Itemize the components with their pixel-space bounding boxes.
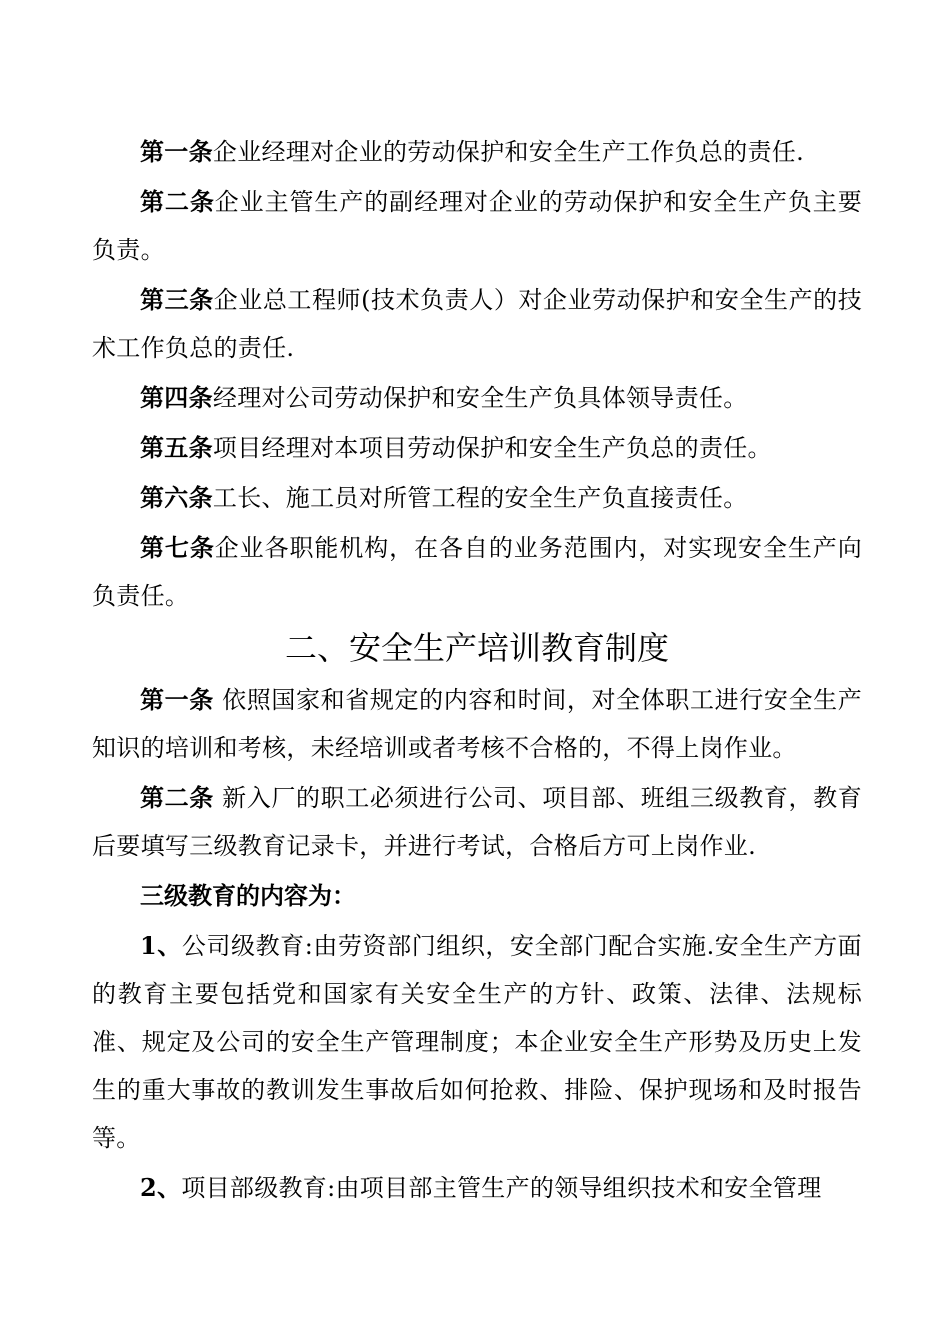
article-number: 第六条	[140, 483, 213, 512]
responsibility-articles	[92, 128, 862, 620]
education-item-2	[92, 1164, 862, 1212]
training-article-1	[92, 676, 862, 772]
document-page	[92, 128, 862, 1214]
article-number: 第五条	[140, 433, 213, 462]
article-4	[92, 374, 862, 422]
article-5	[92, 424, 862, 472]
item-text: 项目部级教育:由项目部主管生产的领导组织技术和安全管理	[181, 1174, 822, 1202]
training-articles	[92, 676, 862, 1212]
section-title: 二、安全生产培训教育制度	[284, 629, 669, 667]
article-text: 企业各职能机构，在各自的业务范围内，对实现安全生产向负责任。	[92, 534, 862, 610]
training-article-2	[92, 774, 862, 870]
article-text: 企业总工程师(技术负责人）对企业劳动保护和安全生产的技术工作负总的责任.	[92, 286, 863, 362]
education-item-1	[92, 922, 862, 1162]
article-3	[92, 276, 862, 372]
article-6	[92, 474, 862, 522]
article-text: 企业主管生产的副经理对企业的劳动保护和安全生产负主要负责。	[92, 188, 862, 264]
item-number: 1、	[140, 931, 182, 960]
article-number: 第四条	[140, 383, 213, 412]
article-7	[92, 524, 862, 620]
article-1	[92, 128, 862, 176]
subheading: 三级教育的内容为：	[140, 881, 356, 910]
item-text: 公司级教育:由劳资部门组织，安全部门配合实施.安全生产方面的教育主要包括党和国家有关安全生产的方针、政策、法律、法规标准、规定及公司的安全生产管理制度；本企业安全生产形势及历史上发生的重大事故的教训发生事故后如何抢救、排险、保护现场和及时报告等。	[92, 932, 862, 1152]
article-text: 工长、施工员对所管工程的安全生产负直接责任。	[212, 484, 748, 512]
article-number: 第二条	[140, 783, 214, 812]
article-text: 依照国家和省规定的内容和时间，对全体职工进行安全生产知识的培训和考核，未经培训或者考核不合格的，不得上岗作业。	[92, 686, 862, 762]
article-text: 项目经理对本项目劳动保护和安全生产负总的责任。	[212, 434, 772, 462]
item-number: 2、	[140, 1173, 182, 1202]
article-text: 企业经理对企业的劳动保护和安全生产工作负总的责任.	[212, 138, 805, 166]
article-number: 第二条	[140, 187, 215, 216]
article-text: 新入厂的职工必须进行公司、项目部、班组三级教育，教育后要填写三级教育记录卡，并进行考试，合格后方可上岗作业.	[92, 784, 862, 860]
article-number: 第七条	[140, 533, 215, 562]
article-number: 第一条	[140, 137, 213, 166]
article-number: 第三条	[140, 285, 214, 314]
article-number: 第一条	[140, 685, 214, 714]
article-text: 经理对公司劳动保护和安全生产负具体领导责任。	[212, 384, 748, 412]
article-2	[92, 178, 862, 274]
